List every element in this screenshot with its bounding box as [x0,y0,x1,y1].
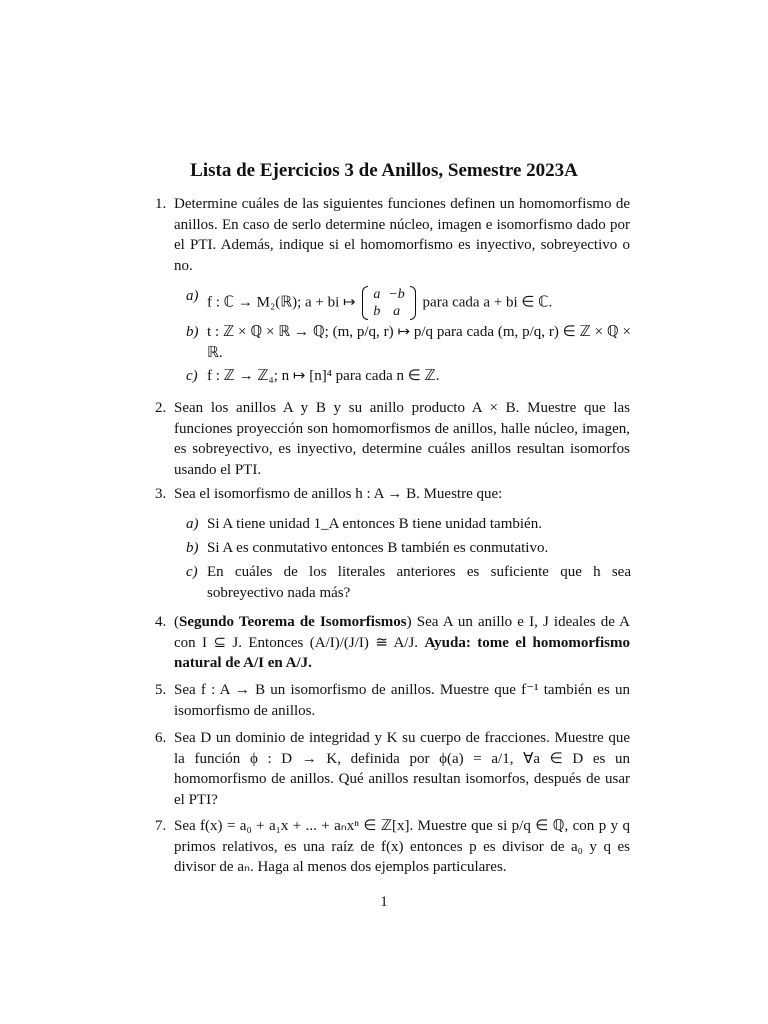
exercise-statement: Sea A un anillo e I, J ideales de A con I ⊆ J. Entonces (A/I)/(J/I) ≅ A/J. [174,614,631,651]
exercise-2 [155,398,630,480]
exercise-text: Sean los anillos A y B y su anillo producto A × B. Muestre que las funciones proyección son homomorfismos de anillos, halle núcleo, imagen, es sobreyectivo, es inyectivo, determine cuáles anillos resultan isomorfos usando el PTI. [174,400,630,478]
ex1-item-c [186,366,631,387]
item-label: a) [186,516,199,532]
exercise-text: Determine cuáles de las siguientes funciones definen un homomorfismo de anillos. En caso de serlo determine núcleo, imagen e isomorfismo dado por el PTI. Además, indique si el homomorfismo es inyectivo, sobreyectivo o no. [174,196,630,274]
exercise-text: Sea D un dominio de integridad y K su cuerpo de fracciones. Muestre que la función ϕ : D → K, definida por ϕ(a) = a/1, ∀a ∈ D es un homomorfismo de anillos. Qué anillos resultan isomorfos, después de usar el PTI? [174,730,630,808]
item-label: a) [186,288,199,304]
exercise-number: 7. [155,818,167,834]
exercise-text: Sea f : A → B un isomorfismo de anillos. Muestre que f⁻¹ también es un isomorfismo de anillos. [174,682,630,719]
exercise-text: Sea el isomorfismo de anillos h : A → B. Muestre que: [174,486,503,502]
exercise-number: 6. [155,730,167,746]
item-label: c) [186,564,198,580]
item-pre: f : ℂ → M₂(ℝ); a + bi ↦ [207,294,356,311]
item-text: t : ℤ × ℚ × ℝ → ℚ; (m, p/q, r) ↦ p/q para cada (m, p/q, r) ∈ ℤ × ℚ × ℝ. [207,324,631,361]
ex1-item-b [186,322,631,363]
exercise-1 [155,194,630,276]
item-text: En cuáles de los literales anteriores es suficiente que h sea sobreyectivo nada más? [207,564,631,601]
item-text: Si A tiene unidad 1_A entonces B tiene unidad también. [207,516,542,532]
exercise-3 [155,484,630,505]
item-label: c) [186,368,198,384]
ex3-item-c [186,562,631,603]
item-text: Si A es conmutativo entonces B también es conmutativo. [207,540,549,556]
exercise-number: 5. [155,682,167,698]
matrix-cell: a [393,304,401,319]
exercise-text: Sea f(x) = a₀ + a₁x + ... + aₙxⁿ ∈ ℤ[x]. Muestre que si p/q ∈ ℚ, con p y q primos relativos, es una raíz de f(x) entonces p es divisor de a₀ y q es divisor de aₙ. Haga al menos dos ejemplos particulares. [174,818,630,875]
exercise-6 [155,728,630,810]
matrix-cell: −b [388,287,405,302]
page-number: 1 [380,894,388,910]
document-title: Lista de Ejercicios 3 de Anillos, Semestre 2023A [190,160,578,181]
matrix [361,286,416,320]
ex3-item-b [186,538,631,559]
exercise-number: 4. [155,614,167,630]
item-label: b) [186,324,199,340]
theorem-name: Segundo Teorema de Isomorfismos [179,614,407,630]
exercise-5 [155,680,630,721]
matrix-cell: a [373,287,381,302]
exercise-7 [155,816,630,878]
exercise-hint: Ayuda: tome el homomorfismo natural de A/I en A/J. [174,634,631,671]
ex3-item-a [186,514,631,535]
exercise-text: (Segundo Teorema de Isomorfismos) Sea A un anillo e I, J ideales de A con I ⊆ J. Entonces (A/I)/(J/I) ≅ A/J. Ayuda: tome el homomorfismo natural de A/I en A/J. [174,614,631,671]
item-post: para cada a + bi ∈ ℂ. [422,294,553,311]
exercise-number: 1. [155,196,167,212]
item-label: b) [186,540,199,556]
exercise-4 [155,612,630,674]
matrix-cell: b [373,304,381,319]
exercise-number: 3. [155,486,167,502]
ex1-item-a [186,286,631,320]
exercise-number: 2. [155,400,167,416]
item-text: f : ℤ → ℤ₄; n ↦ [n]⁴ para cada n ∈ ℤ. [207,368,440,384]
